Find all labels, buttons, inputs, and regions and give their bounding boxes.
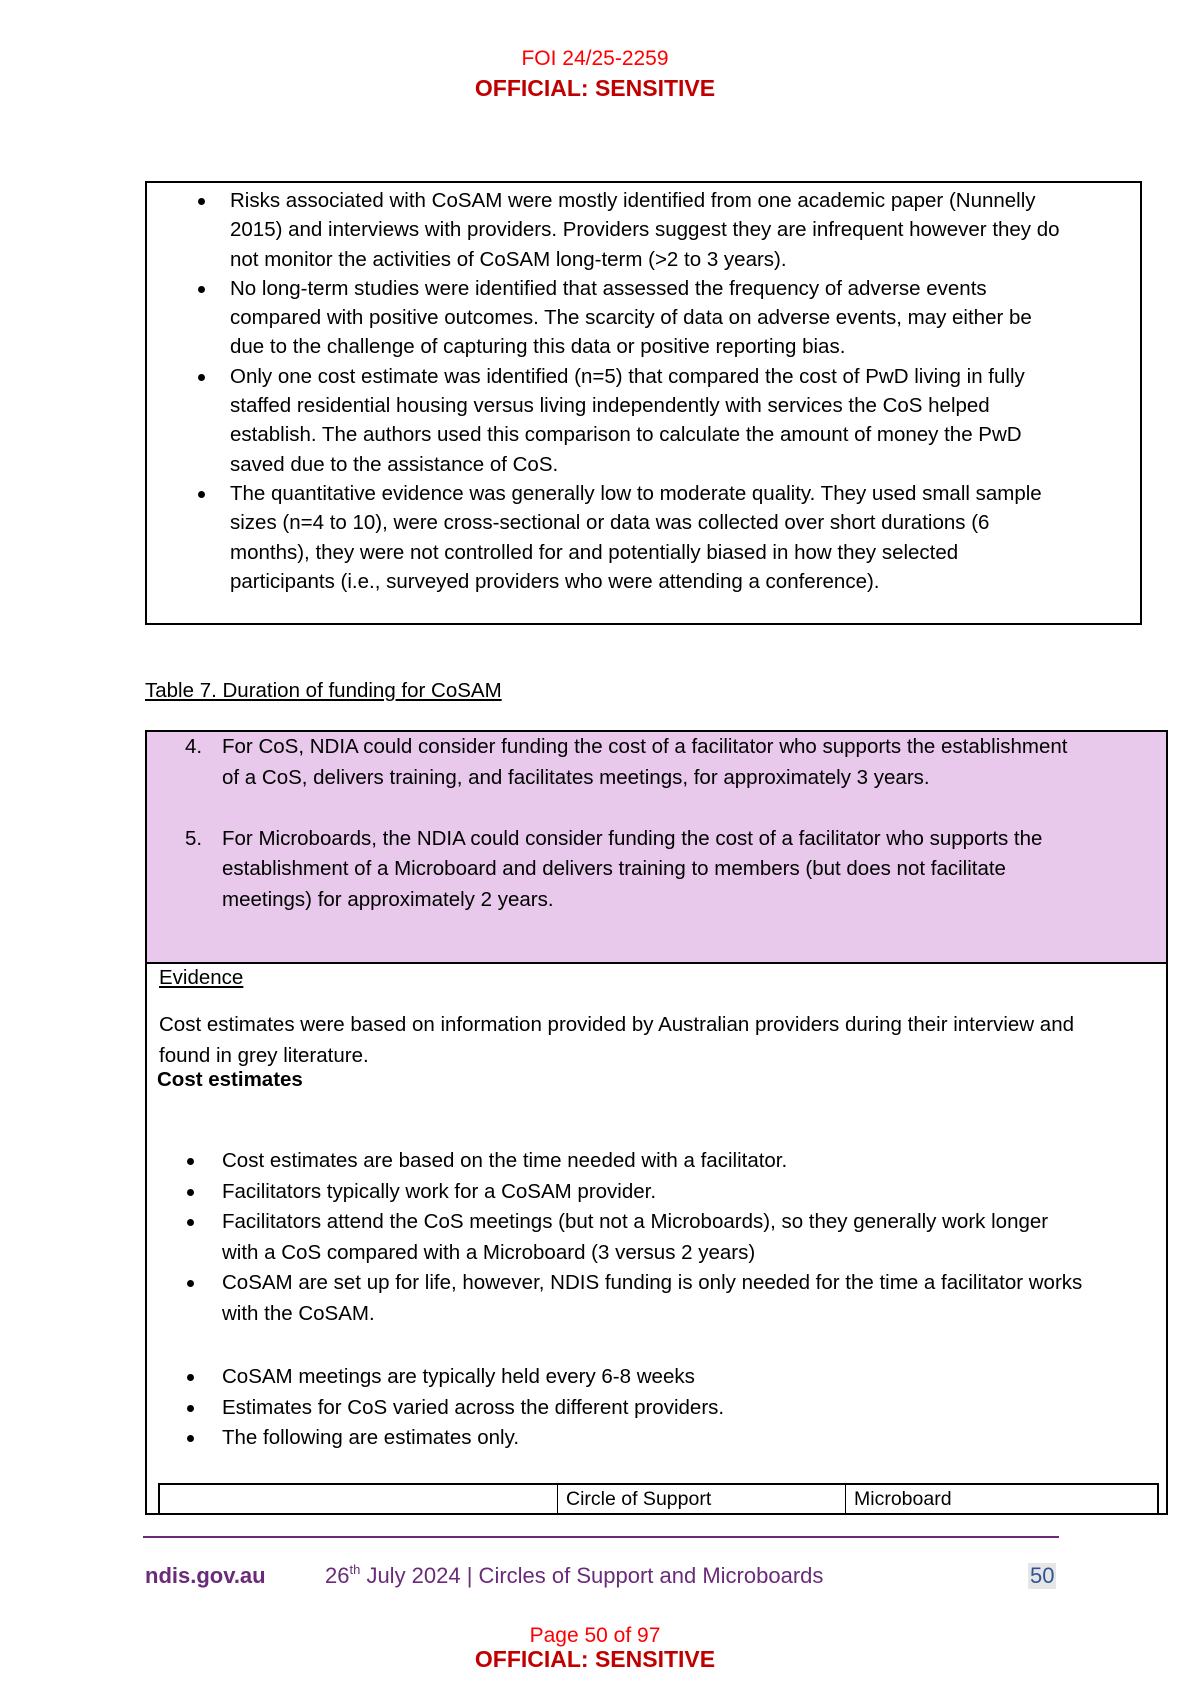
limitations-box [145,181,1142,625]
evidence-paragraph: Cost estimates were based on information provided by Australian providers during their interview and found in grey literature. [159,1013,1075,1067]
footer-divider [143,1536,1059,1538]
recommendations-list [147,732,1147,915]
footer-site-link[interactable]: ndis.gov.au [145,1563,266,1588]
bullet-icon [198,286,205,293]
list-item: The quantitative evidence was generally low to moderate quality. They used small sample sizes (n=4 to 10), were cross-sectional or data was collected over short durations (6 months), they were not controlled for and potentially biased in how they selected participants (i.e., surveyed providers who were attending a conference). [230,479,1130,596]
header-cell-empty [160,1485,558,1513]
bullet-icon [187,1280,194,1287]
cost-estimates-list [222,1146,1162,1329]
cost-comparison-table-header [158,1483,1159,1515]
list-item: Cost estimates are based on the time needed with a facilitator. [222,1146,1162,1177]
table-caption: Table 7. Duration of funding for CoSAM [145,679,502,702]
list-item: Risks associated with CoSAM were mostly identified from one academic paper (Nunnelly 2015) and interviews with providers. Providers suggest they are infrequent however they do not monitor the activities of CoSAM long-term (>2 to 3 years). [230,186,1130,274]
table-7 [145,730,1168,1515]
header-cell-microboard: Microboard [854,1488,952,1510]
bullet-icon [187,1189,194,1196]
recommendations-cell [147,732,1166,964]
page-counter: Page 50 of 97 [529,1624,661,1647]
bullet-icon [187,1219,194,1226]
bullet-icon [187,1158,194,1165]
recommendation-item: 4. For CoS, NDIA could consider funding the cost of a facilitator who supports the establishment of a CoS, delivers training, and facilitates meetings, for approximately 3 years. [185,735,1068,789]
list-item: The following are estimates only. [222,1423,1162,1454]
classification-bottom: OFFICIAL: SENSITIVE [474,1646,716,1672]
list-item: Facilitators attend the CoS meetings (but not a Microboards), so they generally work longer with a CoS compared with a Microboard (3 versus 2 years) [222,1207,1162,1268]
header-cell-circle-of-support: Circle of Support [558,1485,846,1513]
classification-top: OFFICIAL: SENSITIVE [474,75,716,101]
meeting-notes-list [222,1362,1162,1454]
list-item: Only one cost estimate was identified (n=5) that compared the cost of PwD living in fully staffed residential housing versus living independently with services the CoS helped establish. The authors used this comparison to calculate the amount of money the PwD saved due to the assistance of CoS. [230,362,1130,479]
limitations-list [230,186,1130,596]
evidence-heading: Evidence [159,966,244,989]
list-item: CoSAM meetings are typically held every 6-8 weeks [222,1362,1162,1393]
footer-page-number: 50 [1030,1563,1055,1588]
bullet-icon [198,198,205,205]
bullet-icon [198,491,205,498]
footer-document-title: 26th July 2024 | Circles of Support and Microboards [325,1562,824,1588]
list-item: Facilitators typically work for a CoSAM provider. [222,1177,1162,1208]
list-item: Estimates for CoS varied across the different providers. [222,1393,1162,1424]
bullet-icon [187,1374,194,1381]
list-item: CoSAM are set up for life, however, NDIS funding is only needed for the time a facilitator works with the CoSAM. [222,1268,1162,1329]
bullet-icon [198,374,205,381]
list-item: No long-term studies were identified that assessed the frequency of adverse events compared with positive outcomes. The scarcity of data on adverse events, may either be due to the challenge of capturing this data or positive reporting bias. [230,274,1130,362]
bullet-icon [187,1405,194,1412]
cost-estimates-heading: Cost estimates [157,1068,303,1091]
foi-reference: FOI 24/25-2259 [521,47,669,70]
bullet-icon [187,1435,194,1442]
recommendation-item: 5. For Microboards, the NDIA could consider funding the cost of a facilitator who supports the establishment of a Microboard and delivers training to members (but does not facilitate meetings) for approximately 2 years. [185,826,1043,911]
